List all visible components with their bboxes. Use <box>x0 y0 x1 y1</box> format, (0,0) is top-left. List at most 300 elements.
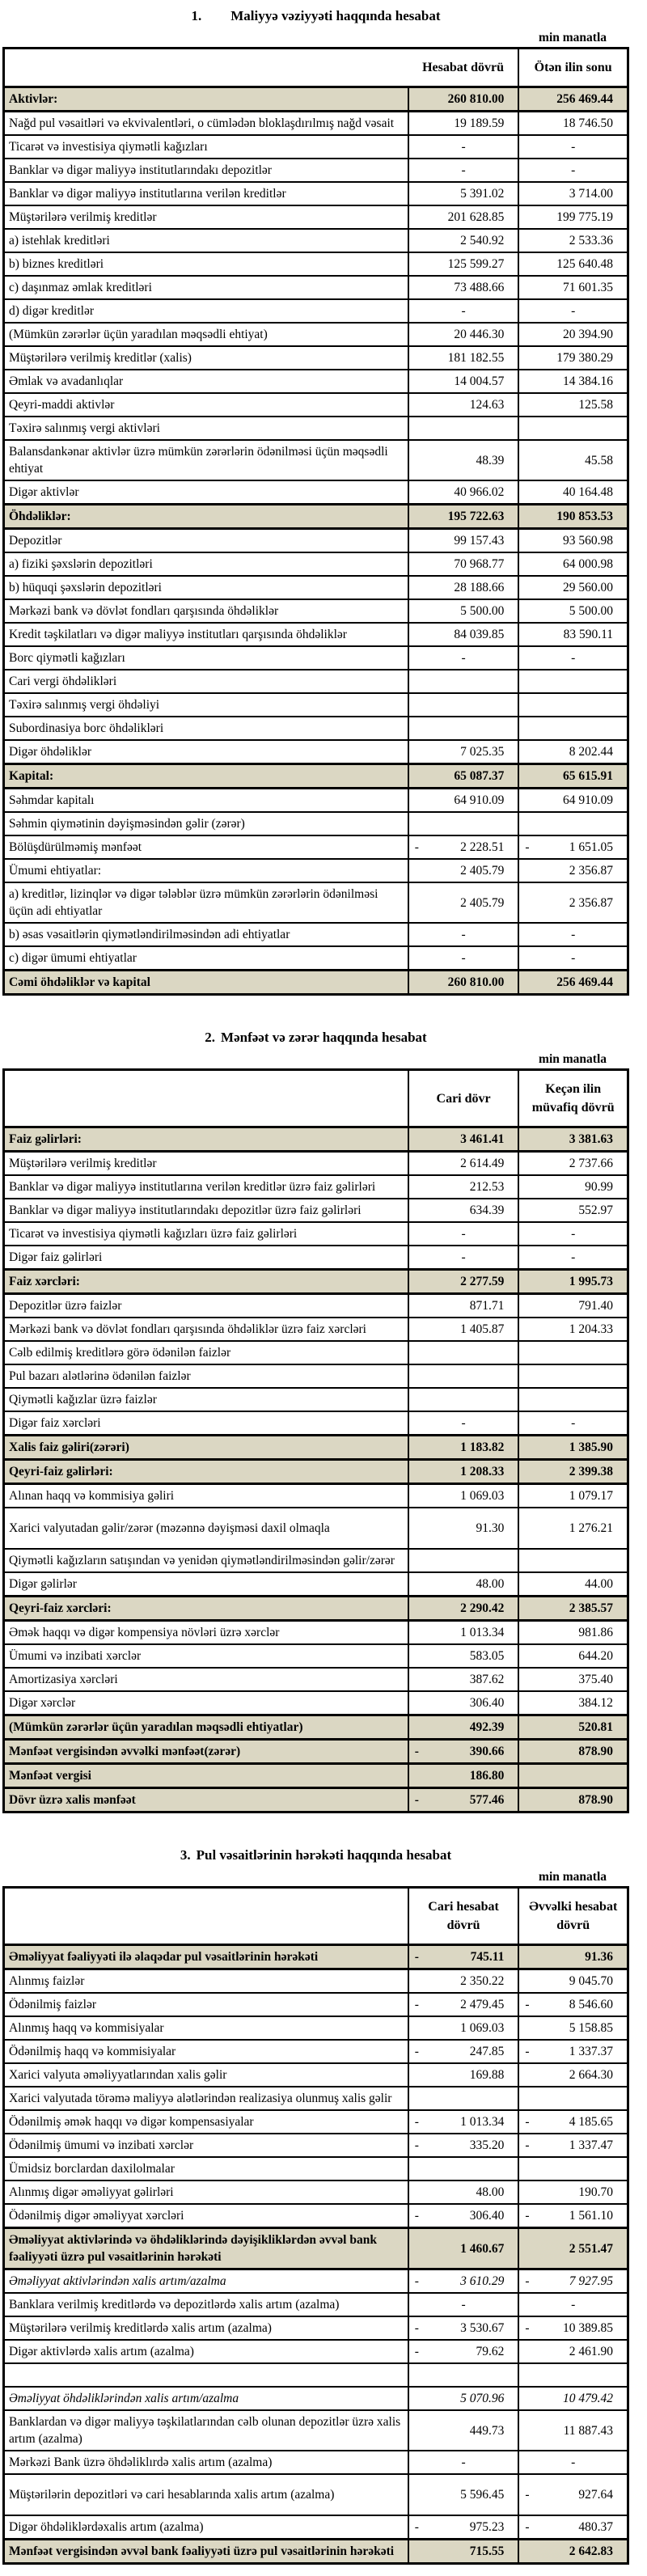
row-value: 5 070.96 <box>408 2387 519 2410</box>
row-value <box>518 670 628 693</box>
row-value: 44.00 <box>518 1572 628 1597</box>
row-value: 90.99 <box>518 1175 628 1199</box>
row-label: Banklardan və digər maliyyə təşkilatlarından cəlb olunan depozitlər üzrə xalis artım (azalma) <box>4 2410 408 2451</box>
row-value: 99 157.43 <box>408 529 519 553</box>
row-value: 878.90 <box>518 1740 628 1764</box>
table-row <box>4 1993 628 2016</box>
row-value: 5 596.45 <box>408 2474 519 2515</box>
row-label: Digər faiz xərcləri <box>4 1411 408 1436</box>
row-value: - <box>518 1411 628 1436</box>
table-row <box>4 1549 628 1572</box>
row-value: - 390.66 <box>408 1740 519 1764</box>
row-value: - <box>518 646 628 670</box>
row-label: Alınmış faizlər <box>4 1969 408 1994</box>
row-value: - <box>408 1246 519 1270</box>
column-header-previous: Əvvəlki hesabat dövrü <box>518 1888 628 1945</box>
unit-label: min manatla <box>539 1052 607 1066</box>
header-row <box>4 1070 628 1127</box>
row-value: 2 405.79 <box>408 859 519 882</box>
row-value: 256 469.44 <box>518 971 628 995</box>
row-label: Cəlb edilmiş kreditlərə görə ödənilən faizlər <box>4 1341 408 1364</box>
row-label: Mərkəzi Bank üzrə öhdəliklırdə xalis artım (azalma) <box>4 2451 408 2474</box>
row-value: 1 183.82 <box>408 1436 519 1460</box>
row-value: 64 910.09 <box>518 789 628 813</box>
header-row <box>4 49 628 87</box>
row-value: 2 461.90 <box>518 2340 628 2363</box>
row-value: 3 461.41 <box>408 1127 519 1152</box>
row-label: Ümumi və inzibati xərclər <box>4 1644 408 1668</box>
row-value: - <box>408 2451 519 2474</box>
row-value: 71 601.35 <box>518 276 628 299</box>
table-row <box>4 1621 628 1645</box>
table-row <box>4 440 628 480</box>
row-value: - 3 530.67 <box>408 2316 519 2340</box>
row-value: 28 188.66 <box>408 576 519 599</box>
row-value: - <box>518 2293 628 2316</box>
row-label: Əməliyyat aktivlərində və öhdəliklərində dəyişikliklərdən əvvəl bank fəaliyyəti üzrə pul vəsaitlərinin hərəkəti <box>4 2228 408 2269</box>
row-value: 260 810.00 <box>408 971 519 995</box>
row-label: c) digər ümumi ehtiyatlar <box>4 946 408 971</box>
table-row <box>4 1572 628 1597</box>
section-row <box>4 1764 628 1788</box>
row-value: 583.05 <box>408 1644 519 1668</box>
row-label: d) digər kreditlər <box>4 299 408 323</box>
row-label: Mərkəzi bank və dövlət fondları qarşısında öhdəliklər <box>4 599 408 623</box>
row-label: Müştərilərə verilmiş kreditlər <box>4 205 408 229</box>
table-row <box>4 1969 628 1994</box>
row-value: - 247.85 <box>408 2040 519 2063</box>
row-label: Kapital: <box>4 764 408 789</box>
table-row <box>4 346 628 370</box>
row-value: - 8 546.60 <box>518 1993 628 2016</box>
row-label: Digər aktivlərdə xalis artım (azalma) <box>4 2340 408 2363</box>
table-row <box>4 623 628 646</box>
row-value: 93 560.98 <box>518 529 628 553</box>
row-value: - 1 013.34 <box>408 2110 519 2134</box>
row-label: Pul bazarı alətlərinə ödənilən faizlər <box>4 1364 408 1388</box>
row-label: Banklara verilmiş kreditlərdə və depozitlərdə xalis artım (azalma) <box>4 2293 408 2316</box>
row-value <box>518 2363 628 2387</box>
row-value: 1 995.73 <box>518 1270 628 1294</box>
row-value: 384.12 <box>518 1691 628 1715</box>
row-label: Xarici valyutadan gəlir/zərər (məzənnə dəyişməsi daxil olmaqla <box>4 1508 408 1549</box>
table-row <box>4 693 628 717</box>
row-value: 65 615.91 <box>518 764 628 789</box>
column-header-previous: Ötən ilin sonu <box>518 49 628 87</box>
row-value: - 577.46 <box>408 1788 519 1813</box>
row-value <box>408 417 519 440</box>
row-value: 125 599.27 <box>408 252 519 276</box>
row-value: 1 069.03 <box>408 2016 519 2040</box>
section-row <box>4 1740 628 1764</box>
row-value: 125.58 <box>518 393 628 417</box>
row-value <box>518 1764 628 1788</box>
table-row <box>4 1222 628 1246</box>
income-statement-table <box>2 1068 629 1813</box>
row-value: - <box>408 923 519 946</box>
row-label: Kredit təşkilatları və digər maliyyə institutları qarşısında öhdəliklər <box>4 623 408 646</box>
row-label: Banklar və digər maliyyə institutlarındakı depozitlər <box>4 159 408 182</box>
table-row <box>4 1175 628 1199</box>
table-row <box>4 112 628 136</box>
table-row <box>4 2016 628 2040</box>
row-value: 878.90 <box>518 1788 628 1813</box>
row-value: 181 182.55 <box>408 346 519 370</box>
row-value: 871.71 <box>408 1294 519 1318</box>
column-header-current: Hesabat dövrü <box>408 49 519 87</box>
row-value: 91.36 <box>518 1945 628 1969</box>
table-row <box>4 2110 628 2134</box>
row-value <box>408 2087 519 2110</box>
row-label: Banklar və digər maliyyə institutlarına verilən kreditlər <box>4 182 408 205</box>
row-value: 2 405.79 <box>408 882 519 923</box>
section-row <box>4 1788 628 1813</box>
row-value: 5 500.00 <box>518 599 628 623</box>
table-row <box>4 205 628 229</box>
row-value: - 10 389.85 <box>518 2316 628 2340</box>
row-value: 84 039.85 <box>408 623 519 646</box>
row-label: Səhmdar kapitalı <box>4 789 408 813</box>
section-row <box>4 1127 628 1152</box>
table-row <box>4 1364 628 1388</box>
row-value: 1 204.33 <box>518 1318 628 1341</box>
column-header-previous: Keçən ilin müvafiq dövrü <box>518 1070 628 1127</box>
section-row <box>4 505 628 529</box>
table-row <box>4 2474 628 2515</box>
row-value <box>408 717 519 740</box>
row-value: - <box>518 135 628 159</box>
row-value: 29 560.00 <box>518 576 628 599</box>
table-row <box>4 1152 628 1176</box>
row-label: Cari vergi öhdəlikləri <box>4 670 408 693</box>
row-value: 375.40 <box>518 1668 628 1691</box>
row-value: - <box>518 946 628 971</box>
row-label: Müştərilərə verilmiş kreditlərdə xalis artım (azalma) <box>4 2316 408 2340</box>
section-row <box>4 2540 628 2564</box>
row-value: 14 384.16 <box>518 370 628 393</box>
table-row <box>4 2063 628 2087</box>
row-value: 199 775.19 <box>518 205 628 229</box>
table-row <box>4 835 628 859</box>
row-label: Digər xərclər <box>4 1691 408 1715</box>
row-label: Ödənilmiş faizlər <box>4 1993 408 2016</box>
row-label: Ümumi ehtiyatlar: <box>4 859 408 882</box>
table-row <box>4 417 628 440</box>
table-row <box>4 2204 628 2228</box>
unit-label: min manatla <box>539 31 607 44</box>
header-blank-cell <box>4 1070 408 1127</box>
row-value: 2 737.66 <box>518 1152 628 1176</box>
row-label: Mənfəət vergisindən əvvəlki mənfəət(zərər) <box>4 1740 408 1764</box>
row-value: 791.40 <box>518 1294 628 1318</box>
table-row <box>4 276 628 299</box>
row-value: - <box>518 1246 628 1270</box>
row-label: Ticarət və investisiya qiymətli kağızları üzrə faiz gəlirləri <box>4 1222 408 1246</box>
row-value: 169.88 <box>408 2063 519 2087</box>
table-row <box>4 1294 628 1318</box>
table-row <box>4 182 628 205</box>
row-label: Alınan haqq və kommisiya gəliri <box>4 1484 408 1508</box>
row-label: Ticarət və investisiya qiymətli kağızları <box>4 135 408 159</box>
row-label: Müştərilərin depozitləri və cari hesablarında xalis artım (azalma) <box>4 2474 408 2515</box>
row-label <box>4 2363 408 2387</box>
table-row <box>4 2269 628 2294</box>
row-value: 2 290.42 <box>408 1597 519 1621</box>
column-header-current: Cari hesabat dövrü <box>408 1888 519 1945</box>
row-label: Müştərilərə verilmiş kreditlər (xalis) <box>4 346 408 370</box>
table-row <box>4 740 628 764</box>
row-value <box>408 1388 519 1411</box>
row-label: Depozitlər <box>4 529 408 553</box>
row-value: 644.20 <box>518 1644 628 1668</box>
row-value: 11 887.43 <box>518 2410 628 2451</box>
row-value: 45.58 <box>518 440 628 480</box>
row-value <box>518 1364 628 1388</box>
row-label: Səhmin qiymətinin dəyişməsindən gəlir (zərər) <box>4 812 408 835</box>
column-header-current: Cari dövr <box>408 1070 519 1127</box>
row-value: 1 460.67 <box>408 2228 519 2269</box>
row-label: Balansdankənar aktivlər üzrə mümkün zərərlərin ödənilməsi üçün məqsədli ehtiyat <box>4 440 408 480</box>
section-row <box>4 1270 628 1294</box>
section-row <box>4 1436 628 1460</box>
table-row <box>4 2410 628 2451</box>
row-value: 981.86 <box>518 1621 628 1645</box>
table-row <box>4 946 628 971</box>
row-label: Alınmış haqq və kommisiyalar <box>4 2016 408 2040</box>
row-value: 1 069.03 <box>408 1484 519 1508</box>
row-label: b) hüquqi şəxslərin depozitləri <box>4 576 408 599</box>
row-value <box>408 812 519 835</box>
row-value: - <box>518 2451 628 2474</box>
row-value: 48.00 <box>408 1572 519 1597</box>
row-value: - 7 927.95 <box>518 2269 628 2294</box>
table-row <box>4 370 628 393</box>
row-label: Əmək haqqı və digər kompensiya növləri üzrə xərclər <box>4 1621 408 1645</box>
report-balance-sheet <box>2 8 629 996</box>
row-value: 260 810.00 <box>408 87 519 112</box>
row-value: 186.80 <box>408 1764 519 1788</box>
row-value <box>408 693 519 717</box>
row-value: 70 968.77 <box>408 552 519 576</box>
row-value: 256 469.44 <box>518 87 628 112</box>
row-value: - 1 337.47 <box>518 2134 628 2157</box>
row-value <box>518 717 628 740</box>
row-value: 9 045.70 <box>518 1969 628 1994</box>
row-value: 552.97 <box>518 1199 628 1222</box>
table-row <box>4 1341 628 1364</box>
row-label: Ödənilmiş ümumi və inzibati xərclər <box>4 2134 408 2157</box>
row-label: Ödənilmiş digər əməliyyat xərcləri <box>4 2204 408 2228</box>
table-row <box>4 135 628 159</box>
row-label: Təxirə salınmış vergi öhdəliyi <box>4 693 408 717</box>
row-label: Aktivlər: <box>4 87 408 112</box>
row-value: 5 158.85 <box>518 2016 628 2040</box>
row-value <box>518 1388 628 1411</box>
row-value: 2 533.36 <box>518 229 628 252</box>
table-row <box>4 252 628 276</box>
row-label: a) kreditlər, lizinqlər və digər tələblər üzrə mümkün zərərlərin ödənilməsi üçün adi ehtiyatlar <box>4 882 408 923</box>
row-value <box>518 693 628 717</box>
table-row <box>4 2316 628 2340</box>
row-value: 492.39 <box>408 1715 519 1740</box>
row-value: 40 966.02 <box>408 480 519 505</box>
row-value: 306.40 <box>408 1691 519 1715</box>
row-label: Faiz gəlirləri: <box>4 1127 408 1152</box>
section-row <box>4 2228 628 2269</box>
row-value: 64 910.09 <box>408 789 519 813</box>
unit-label: min manatla <box>539 1870 607 1884</box>
row-label: Digər faiz gəlirləri <box>4 1246 408 1270</box>
row-value: 190 853.53 <box>518 505 628 529</box>
title-text: Mənfəət və zərər haqqında hesabat <box>221 1030 427 1045</box>
row-value: 1 276.21 <box>518 1508 628 1549</box>
table-row <box>4 1199 628 1222</box>
row-label: Depozitlər üzrə faizlər <box>4 1294 408 1318</box>
row-label: Digər öhdəliklər <box>4 740 408 764</box>
table-row <box>4 1668 628 1691</box>
row-label: Mənfəət vergisindən əvvəl bank fəaliyyəti üzrə pul vəsaitlərinin hərəkəti <box>4 2540 408 2564</box>
row-label: Banklar və digər maliyyə institutlarına verilən kreditlər üzrə faiz gəlirləri <box>4 1175 408 1199</box>
table-row <box>4 2040 628 2063</box>
report-income-statement <box>2 1030 629 1813</box>
row-label: Banklar və digər maliyyə institutlarındakı depozitlər üzrə faiz gəlirləri <box>4 1199 408 1222</box>
table-row <box>4 2157 628 2181</box>
row-value: - <box>408 1222 519 1246</box>
section-row <box>4 764 628 789</box>
table-row <box>4 2387 628 2410</box>
row-value: 1 013.34 <box>408 1621 519 1645</box>
row-label: Borc qiymətli kağızları <box>4 646 408 670</box>
table-row <box>4 2451 628 2474</box>
row-value <box>408 1341 519 1364</box>
table-row <box>4 670 628 693</box>
row-value: - 1 561.10 <box>518 2204 628 2228</box>
row-value: 1 208.33 <box>408 1460 519 1484</box>
row-value <box>518 2087 628 2110</box>
table-row <box>4 859 628 882</box>
row-value: 48.39 <box>408 440 519 480</box>
header-blank-cell <box>4 49 408 87</box>
table-row <box>4 323 628 346</box>
row-value: - <box>518 1222 628 1246</box>
row-label: Əməliyyat aktivlərindən xalis artım/azalma <box>4 2269 408 2294</box>
row-value: 2 277.59 <box>408 1270 519 1294</box>
table-row <box>4 393 628 417</box>
row-label: Amortizasiya xərcləri <box>4 1668 408 1691</box>
row-value <box>408 2157 519 2181</box>
row-value: - <box>408 2293 519 2316</box>
row-label: Təxirə salınmış vergi aktivləri <box>4 417 408 440</box>
row-label: a) fiziki şəxslərin depozitləri <box>4 552 408 576</box>
title-number: 3. <box>180 1847 191 1863</box>
row-value: - 2 228.51 <box>408 835 519 859</box>
table-row <box>4 552 628 576</box>
row-value <box>518 812 628 835</box>
row-value: 48.00 <box>408 2181 519 2204</box>
row-value: 124.63 <box>408 393 519 417</box>
row-label: Xalis faiz gəliri(zərəri) <box>4 1436 408 1460</box>
row-label: Ödənilmiş əmək haqqı və digər kompensasiyalar <box>4 2110 408 2134</box>
spacer-row <box>4 2363 628 2387</box>
row-value <box>518 2157 628 2181</box>
row-value: 195 722.63 <box>408 505 519 529</box>
table-row <box>4 1388 628 1411</box>
row-value: 64 000.98 <box>518 552 628 576</box>
section-row <box>4 1945 628 1969</box>
row-value: 3 381.63 <box>518 1127 628 1152</box>
row-label: a) istehlak kreditləri <box>4 229 408 252</box>
row-label: Əmlak və avadanlıqlar <box>4 370 408 393</box>
row-value: 2 350.22 <box>408 1969 519 1994</box>
table-row <box>4 576 628 599</box>
row-value <box>408 2363 519 2387</box>
row-value: 20 394.90 <box>518 323 628 346</box>
title-number: 1. <box>191 8 202 23</box>
table-row <box>4 812 628 835</box>
section-row <box>4 1460 628 1484</box>
row-value: 634.39 <box>408 1199 519 1222</box>
balance-sheet-table <box>2 47 629 996</box>
row-value: 1 385.90 <box>518 1436 628 1460</box>
row-value: - <box>408 159 519 182</box>
row-value: 2 614.49 <box>408 1152 519 1176</box>
table-row <box>4 159 628 182</box>
table-row <box>4 1318 628 1341</box>
table-row <box>4 882 628 923</box>
row-value: 2 356.87 <box>518 882 628 923</box>
table-row <box>4 529 628 553</box>
section-row <box>4 1597 628 1621</box>
row-label: Nağd pul vəsaitləri və ekvivalentləri, o cümlədən bloklaşdırılmış nağd vəsait <box>4 112 408 136</box>
row-value: 18 746.50 <box>518 112 628 136</box>
report-title <box>2 1847 629 1863</box>
report-title <box>2 8 629 24</box>
row-value: - 745.11 <box>408 1945 519 1969</box>
row-label: c) daşınmaz əmlak kreditləri <box>4 276 408 299</box>
table-row <box>4 229 628 252</box>
row-label: Ümidsiz borclardan daxilolmalar <box>4 2157 408 2181</box>
row-value: - 1 337.37 <box>518 2040 628 2063</box>
row-value: 40 164.48 <box>518 480 628 505</box>
row-value: 83 590.11 <box>518 623 628 646</box>
row-value: - 4 185.65 <box>518 2110 628 2134</box>
row-label: Subordinasiya borc öhdəlikləri <box>4 717 408 740</box>
table-row <box>4 2087 628 2110</box>
row-value <box>408 1549 519 1572</box>
cash-flow-table <box>2 1886 629 2565</box>
row-label: Öhdəliklər: <box>4 505 408 529</box>
row-value: 7 025.35 <box>408 740 519 764</box>
row-value: 14 004.57 <box>408 370 519 393</box>
row-value: 5 391.02 <box>408 182 519 205</box>
row-value: 8 202.44 <box>518 740 628 764</box>
row-value: 5 500.00 <box>408 599 519 623</box>
table-row <box>4 2181 628 2204</box>
row-label: Qeyri-faiz gəlirləri: <box>4 1460 408 1484</box>
table-row <box>4 923 628 946</box>
row-value <box>518 417 628 440</box>
row-label: Mərkəzi bank və dövlət fondları qarşısında öhdəliklər üzrə faiz xərcləri <box>4 1318 408 1341</box>
title-text: Maliyyə vəziyyəti haqqında hesabat <box>230 8 441 23</box>
row-value <box>518 1341 628 1364</box>
row-label: (Mümkün zərərlər üçün yaradılan məqsədli ehtiyatlar) <box>4 1715 408 1740</box>
row-value: - <box>518 923 628 946</box>
row-label: Xarici valyuta əməliyyatlarından xalis gəlir <box>4 2063 408 2087</box>
table-row <box>4 1644 628 1668</box>
header-row <box>4 1888 628 1945</box>
section-row <box>4 971 628 995</box>
row-value: 2 540.92 <box>408 229 519 252</box>
